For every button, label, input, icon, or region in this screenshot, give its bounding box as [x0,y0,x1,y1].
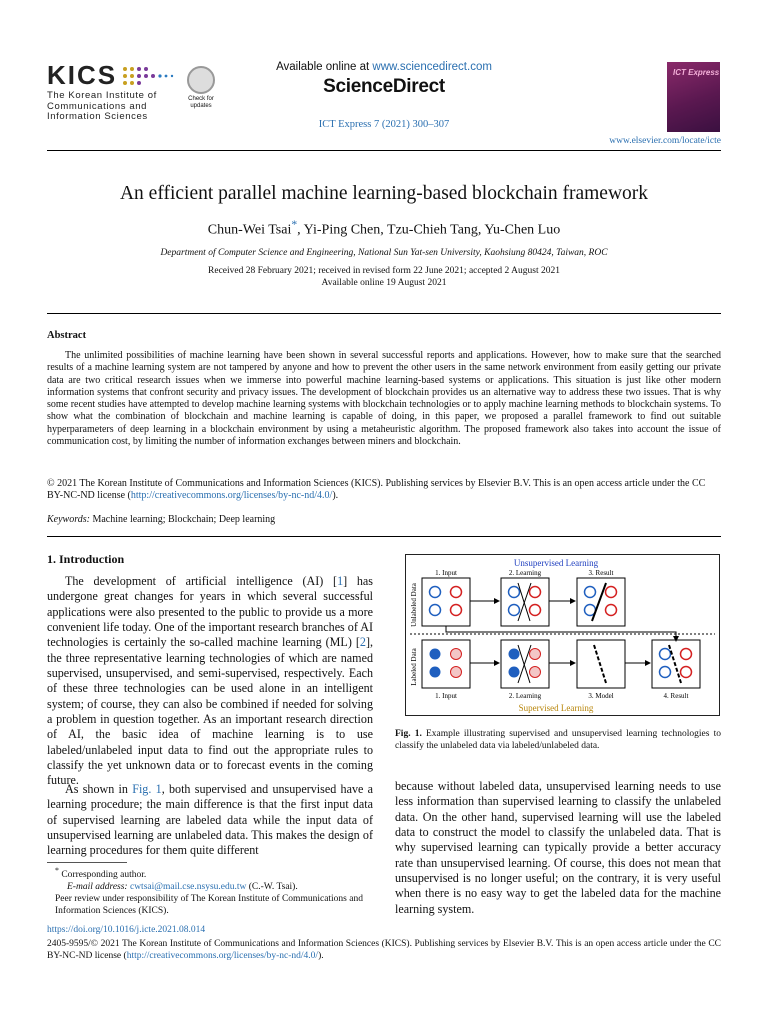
journal-cover-image[interactable]: ICT Express [667,62,720,132]
footnotes: * Corresponding author. E-mail address: cwtsai@mail.cse.nsysu.edu.tw (C.-W. Tsai). Peer review under responsibility of The Korean Institute of Communications and Information Sciences (KICS). [55,866,363,917]
intro-paragraph-2: As shown in Fig. 1, both supervised and unsupervised have a learning procedure; the main difference is that the first input data of supervised learning are labeled data while the input data of unsupervised learning are unlabeled data. This makes the design of learning procedures for them quite different [47,782,373,858]
corresponding-author-link[interactable]: * [291,218,298,231]
kics-wordmark: KICS [47,60,118,90]
issn-copyright: 2405-9595/© 2021 The Korean Institute of Communications and Information Sciences (KICS). Publishing services by Elsevier B.V. This is an open access article under the CC BY-NC-ND license (http://creativecommons.org/licenses/by-nc-nd/4.0/). [47,939,721,961]
doi-link[interactable]: https://doi.org/10.1016/j.icte.2021.08.014 [47,925,206,935]
intro-paragraph-1: The development of artificial intelligence (AI) [1] has undergone great changes for years in which several successful applications were also presented to the public to provide us a more convenient life today. One of the important research branches of AI technologies is certainly the so-called machine learning (ML) [2], the three representative learning technologies of which are named supervised, unsupervised, and semi-supervised, respectively. Each of these three technologies can be used alone in an intelligent system; of course, they can also be combined if needed for solving a problem in question together. As an important research direction of AI, the basic idea of machine learning is to use labeled/unlabeled input data to find out the appropriate rules to classify the yet unknown data or to forecast events in the coming future. [47,574,374,788]
unsupervised-title: Unsupervised Learning [513,558,599,568]
unsup-step-result: 3. Result [588,569,614,577]
footnote-divider [47,862,127,863]
intro-paragraph-3: because without labeled data, unsupervised learning needs to use less information than supervised learning to classify the unlabeled data. On the other hand, supervised learning will use the labeled data to construct the model to classify the unlabeled data. That is why supervised learning can typically provide a better accuracy rate than unsupervised learning. Of course, this does not mean that unsupervised is no longer useful; on the contrary, it is very useful when there is no easy way to get the labeled data for the machine learning system. [395,779,721,916]
article-dates: Received 28 February 2021; received in revised form 22 June 2021; accepted 2 August 2021 Available online 19 August 2021 [208,266,560,288]
section-heading-introduction: 1. Introduction [47,552,125,566]
kics-subtitle: The Korean Institute of Communications and Information Sciences [47,90,157,122]
sup-step-model: 3. Model [588,692,614,700]
figure-1-diagram [406,555,719,715]
abstract-heading: Abstract [47,330,87,341]
divider [47,536,721,537]
license-link[interactable]: http://creativecommons.org/licenses/by-nc-nd/4.0/ [130,490,333,502]
abstract-text: The unlimited possibilities of machine learning have been shown in several successful reports and applications. However, how to make sure that the searched results of a machine learning system are not tampered by anyone and how to prevent the other users in the same network environment from easily getting our private data are two critical research issues when we immerse into powerful machine learning-based systems or applications. This situation is just like other modern information systems that confront security and privacy issues. The development of blockchain provides us an alternative way to address these two issues. That is why some recent studies have attempted to develop machine learning systems with blockchain technologies or to apply machine learning methods to blockchain systems. To show what the combination of blockchain and machine learning is capable of doing, in this paper, we proposed a parallel framework to find out suitable hyperparameters of deep learning in a blockchain environment by using a metaheuristic algorithm. The proposed framework also takes into account the issue of communication cost, by limiting the number of information exchanges between miners and blockchain. [47,350,721,448]
affiliation: Department of Computer Science and Engineering, National Sun Yat-sen University, Kaohsiung 80424, Taiwan, ROC [160,248,608,258]
keywords: Keywords: Machine learning; Blockchain; Deep learning [47,514,276,525]
reference-link[interactable]: 1 [337,574,344,588]
figure-1-caption: Fig. 1. Example illustrating supervised and unsupervised learning technologies to classify the unlabeled data via labeled/unlabeled data. [395,729,721,751]
supervised-title: Supervised Learning [518,703,594,713]
unlabeled-data-label: Unlabeled Data [410,583,418,627]
divider [47,150,721,151]
available-online: Available online at www.sciencedirect.com [276,61,492,73]
sup-step-result: 4. Result [663,692,689,700]
sup-step-input: 1. Input [435,692,457,700]
license-link[interactable]: http://creativecommons.org/licenses/by-nc-nd/4.0/ [126,951,319,961]
email-link[interactable]: cwtsai@mail.cse.nsysu.edu.tw [129,882,247,893]
unsup-step-learning: 2. Learning [508,569,542,577]
journal-citation[interactable]: ICT Express 7 (2021) 300–307 [318,119,450,130]
check-for-updates-badge[interactable]: Check for updates [186,66,216,110]
unsup-step-input: 1. Input [435,569,457,577]
divider [47,313,721,314]
figure-1 [405,554,720,716]
elsevier-link[interactable]: www.elsevier.com/locate/icte [609,136,721,146]
sciencedirect-link[interactable]: www.sciencedirect.com [372,61,492,73]
sciencedirect-logo: ScienceDirect [323,76,445,97]
reference-link[interactable]: 2 [359,635,366,650]
figure-link[interactable]: Fig. 1 [132,782,162,796]
sup-step-learning: 2. Learning [508,692,542,700]
author-list: Chun-Wei Tsai*, Yi-Ping Chen, Tzu-Chieh Tang, Yu-Chen Luo [207,218,561,238]
copyright-notice: © 2021 The Korean Institute of Communications and Information Sciences (KICS). Publishing services by Elsevier B.V. This is an open access article under the CC BY-NC-ND license (http://creativecommons.org/licenses/by-nc-nd/4.0/). [47,478,706,502]
labeled-data-label: Labeled Data [410,648,418,686]
article-title: An efficient parallel machine learning-based blockchain framework [119,183,649,204]
